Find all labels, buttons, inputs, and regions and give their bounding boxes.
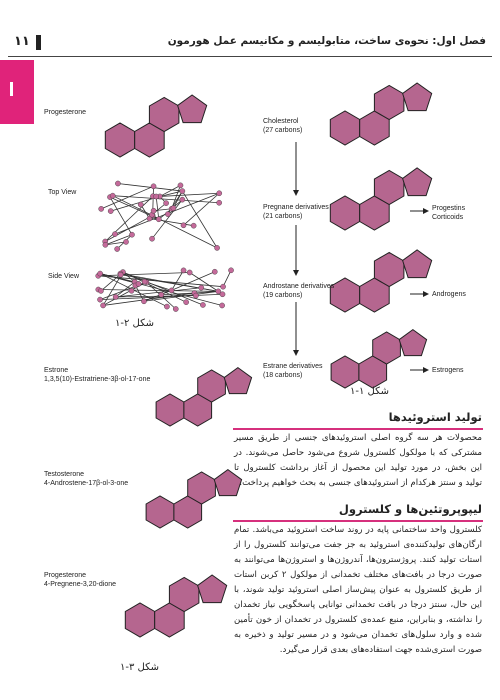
estrane-structure	[331, 330, 427, 388]
testosterone-label: Testosterone	[44, 471, 85, 478]
progesterone-label: Progesterone	[44, 109, 87, 116]
progesterone-2-iupac: 4-Pregnene-3,20-dione	[44, 581, 116, 588]
estrane-label: Estrane derivatives	[263, 363, 323, 370]
figure-1-1-caption: شکل ۱-۱	[350, 386, 390, 397]
section-1-body: محصولات هر سه گروه اصلی استروئیدهای جنسی از طریق مسیر مشترکی که با مولکول کلسترول شروع می‌شود حاصل می‌شوند. در این بخش، در مورد تولید این محصول از آغاز برداشت کلسترول تا تولید و سنتز هرکدام از استروئیدهای جنسی به بحث خواهیم پرداخت.	[234, 433, 482, 488]
testosterone-iupac: 4-Androstene-17β-ol-3-one	[44, 480, 129, 487]
cholesterol-carbons: (27 carbons)	[263, 127, 303, 134]
androgens-label: Androgens	[432, 291, 466, 298]
progesterone-2-label: Progesterone	[44, 572, 87, 579]
androstane-structure	[330, 250, 431, 312]
side-view-model	[96, 268, 234, 312]
progesterone-2-structure	[125, 575, 226, 637]
estrone-label: Estrone	[44, 367, 69, 374]
top-view-model	[99, 181, 222, 252]
section-title-lipoproteins: لیپوپروتئین‌ها و کلسترول	[338, 502, 482, 516]
progestins-label: Progestins	[432, 205, 466, 212]
cholesterol-label: Cholesterol	[263, 118, 299, 125]
progesterone-structure	[105, 95, 206, 157]
side-view-label: Side View	[48, 273, 80, 280]
estrone-iupac: 1,3,5(10)-Estratriene-3β-ol-17-one	[44, 376, 151, 383]
section-1-rule	[233, 428, 483, 430]
pregnane-carbons: (21 carbons)	[263, 213, 303, 220]
figure-1-2-caption: شکل ۲-۱	[115, 318, 155, 329]
top-view-label: Top View	[48, 189, 77, 196]
cholesterol-structure	[330, 83, 431, 145]
estrane-carbons: (18 carbons)	[263, 372, 303, 379]
pregnane-structure	[330, 168, 431, 230]
section-2-body: کلسترول واحد ساختمانی پایه در روند ساخت استروئید می‌باشد. تمام ارگان‌های تولیدکننده‌ی استروئید به جز جفت می‌توانند کلسترول را از استات تولید کنند. پروژسترون‌ها، آندروژن‌ها و استروژن‌ها می‌توانند به صورت درجا در بافت‌های مختلف تخمدانی از مولکول ۲ کربن استات از طریق کلسترول به عنوان پیش‌ساز اصلی استروئید تولید شوند، با این حال، سنتز درجا در بافت تخمدانی توانایی پاسخگویی نیاز تخمدان را نداشته، و بنابراین، منبع عمده‌ی کلسترول در تخمدان از خون تأمین شده و وارد سلول‌های تخمدان می‌شود و در مسیر تولید و ذخیره به صورت استری‌شده جهت استفاده‌های بعدی قرار می‌گیرد.	[234, 525, 483, 655]
figure-1-3-caption: شکل ۳-۱	[120, 662, 160, 673]
corticoids-label: Corticoids	[432, 214, 464, 221]
testosterone-structure	[146, 470, 242, 528]
androstane-carbons: (19 carbons)	[263, 292, 303, 299]
estrogens-label: Estrogens	[432, 367, 464, 374]
pregnane-label: Pregnane derivatives	[263, 204, 329, 211]
estrone-structure	[156, 368, 252, 426]
section-title-steroid-production: تولید استروئیدها	[388, 410, 482, 424]
section-2-rule	[233, 520, 483, 522]
androstane-label: Androstane derivatives	[263, 283, 335, 290]
page-number: ۱۱	[14, 34, 30, 49]
chapter-title: فصل اول: نحوه‌ی ساخت، متابولیسم و مکانیسم عمل هورمون	[167, 35, 486, 47]
